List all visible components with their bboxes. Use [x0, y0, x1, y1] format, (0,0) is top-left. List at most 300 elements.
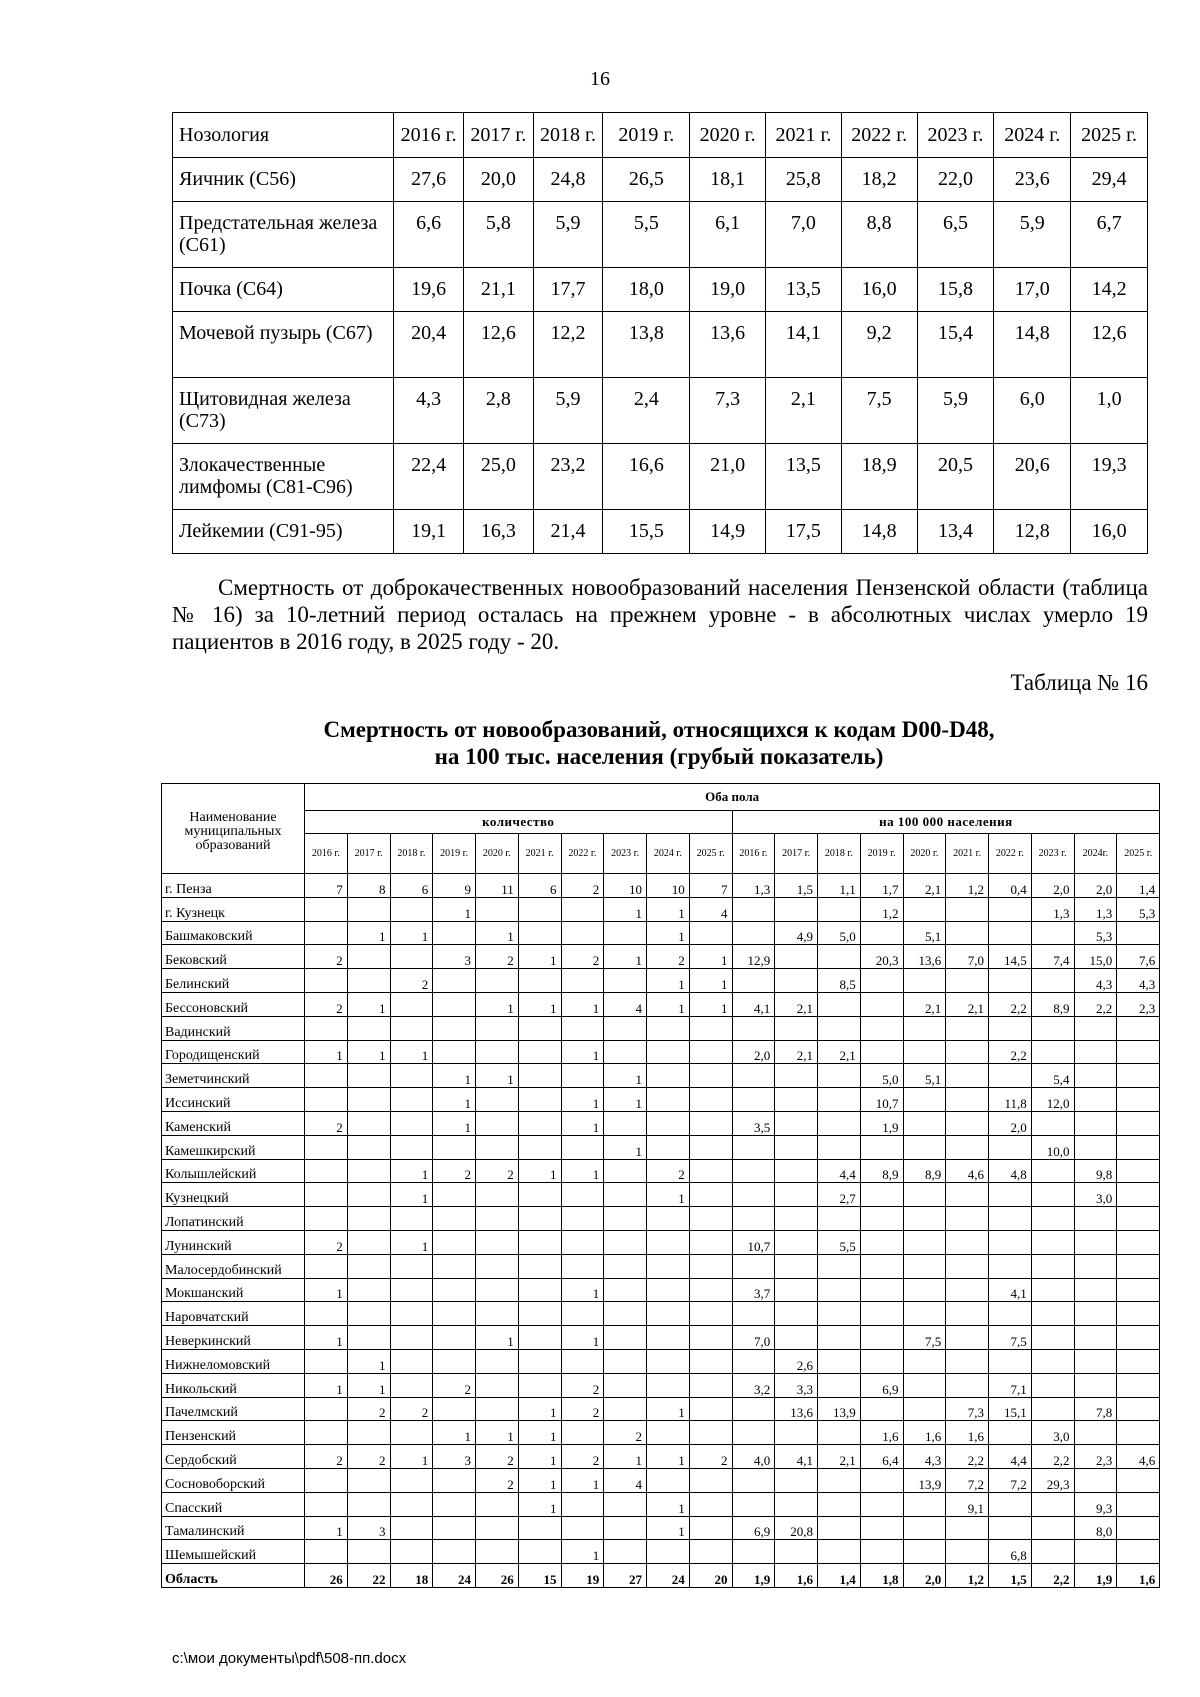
rate-value: 19,6	[394, 268, 464, 312]
rate-cell	[860, 1516, 903, 1540]
rate-cell: 2,1	[818, 1040, 861, 1064]
rate-cell	[860, 1135, 903, 1159]
rate-cell: 2,0	[732, 1040, 775, 1064]
rate-value: 18,1	[690, 158, 766, 202]
rate-cell: 10,0	[1031, 1135, 1074, 1159]
rate-value: 4,3	[394, 378, 464, 444]
rate-cell	[732, 1397, 775, 1421]
rate-cell	[1117, 1492, 1160, 1516]
count-cell	[604, 1254, 647, 1278]
rate-cell: 2,0	[903, 1564, 946, 1588]
rate-value: 16,3	[463, 510, 533, 554]
rate-cell: 1,5	[989, 1564, 1032, 1588]
rate-cell: 2,0	[989, 1111, 1032, 1135]
nosology-name: Яичник (С56)	[173, 158, 394, 202]
rate-cell: 9,1	[946, 1492, 989, 1516]
rate-cell	[1031, 1111, 1074, 1135]
municipality-header: Наименование муниципальных образований	[162, 784, 305, 874]
count-cell: 1	[476, 1326, 519, 1350]
count-year-header: 2020 г.	[476, 834, 519, 874]
count-cell	[476, 1254, 519, 1278]
municipality-name: Мокшанский	[162, 1278, 305, 1302]
rate-cell	[860, 969, 903, 993]
municipality-name: Область	[162, 1564, 305, 1588]
count-cell	[518, 921, 561, 945]
count-cell	[689, 1516, 732, 1540]
rate-cell	[732, 1302, 775, 1326]
count-cell	[518, 1064, 561, 1088]
rate-cell: 7,0	[732, 1326, 775, 1350]
count-cell	[390, 1540, 433, 1564]
count-cell	[390, 1088, 433, 1112]
count-cell	[518, 1254, 561, 1278]
count-cell	[433, 1468, 476, 1492]
rate-cell: 1,2	[860, 897, 903, 921]
rate-cell: 0,4	[989, 874, 1032, 898]
count-cell	[647, 1421, 690, 1445]
count-cell: 1	[347, 992, 390, 1016]
count-cell: 1	[518, 945, 561, 969]
rate-cell	[1117, 921, 1160, 945]
rate-cell	[775, 1183, 818, 1207]
rate-value: 26,5	[603, 158, 690, 202]
count-cell	[305, 1492, 348, 1516]
count-cell: 1	[604, 1445, 647, 1469]
rate-cell: 13,9	[818, 1397, 861, 1421]
count-cell: 1	[647, 1445, 690, 1469]
table-row	[162, 945, 1160, 969]
rate-cell	[775, 1326, 818, 1350]
table-row	[162, 969, 1160, 993]
count-year-header: 2022 г.	[561, 834, 604, 874]
municipality-name: Колышлейский	[162, 1159, 305, 1183]
count-year-header: 2017 г.	[347, 834, 390, 874]
rate-cell: 5,3	[1074, 921, 1117, 945]
count-cell	[689, 1349, 732, 1373]
rate-cell	[989, 1230, 1032, 1254]
rate-cell: 1,5	[775, 874, 818, 898]
table-row	[162, 1088, 1160, 1112]
body-paragraph	[172, 574, 1148, 655]
table-row	[162, 1421, 1160, 1445]
rate-cell	[1117, 1349, 1160, 1373]
count-cell: 24	[433, 1564, 476, 1588]
count-cell	[433, 1278, 476, 1302]
count-cell	[561, 1135, 604, 1159]
year-header: 2016 г.	[394, 113, 464, 158]
rate-cell	[1117, 1540, 1160, 1564]
rate-cell	[1117, 1421, 1160, 1445]
rate-cell	[1117, 1302, 1160, 1326]
rate-cell: 2,1	[903, 874, 946, 898]
rate-cell	[1117, 1159, 1160, 1183]
rate-cell	[1074, 1111, 1117, 1135]
count-year-header: 2023 г.	[604, 834, 647, 874]
rate-year-header: 2023 г.	[1031, 834, 1074, 874]
nosology-name: Лейкемии (С91-95)	[173, 510, 394, 554]
rate-value: 7,0	[766, 202, 842, 268]
count-cell	[390, 1111, 433, 1135]
rate-cell: 2,2	[1031, 1564, 1074, 1588]
rate-cell: 9,3	[1074, 1492, 1117, 1516]
count-cell	[647, 1540, 690, 1564]
count-cell	[647, 1302, 690, 1326]
count-cell: 1	[390, 921, 433, 945]
rate-cell: 13,6	[775, 1397, 818, 1421]
rate-cell	[818, 897, 861, 921]
count-cell: 27	[604, 1564, 647, 1588]
count-cell	[433, 1040, 476, 1064]
rate-cell	[946, 1016, 989, 1040]
count-cell	[689, 1016, 732, 1040]
rate-cell	[1074, 1468, 1117, 1492]
count-cell	[476, 1135, 519, 1159]
municipality-name: Спасский	[162, 1492, 305, 1516]
count-cell: 2	[561, 945, 604, 969]
count-cell: 1	[561, 1040, 604, 1064]
rate-cell: 5,0	[860, 1064, 903, 1088]
municipality-name: Неверкинский	[162, 1326, 305, 1350]
rate-cell	[818, 1207, 861, 1231]
rate-cell	[1074, 1230, 1117, 1254]
count-cell: 1	[647, 992, 690, 1016]
rate-cell	[732, 1492, 775, 1516]
count-cell	[689, 1373, 732, 1397]
rate-cell: 1,6	[860, 1421, 903, 1445]
rate-cell	[903, 1302, 946, 1326]
count-cell: 1	[561, 992, 604, 1016]
rate-cell	[818, 1278, 861, 1302]
rate-year-header: 2025 г.	[1117, 834, 1160, 874]
nosology-mortality-table	[172, 112, 1148, 554]
rate-cell	[818, 1016, 861, 1040]
rate-cell	[1117, 1064, 1160, 1088]
count-cell	[390, 1326, 433, 1350]
table-row	[162, 921, 1160, 945]
table-row	[162, 1040, 1160, 1064]
rate-value: 8,8	[841, 202, 917, 268]
rate-cell	[1117, 1468, 1160, 1492]
rate-cell	[818, 992, 861, 1016]
rate-cell	[946, 1326, 989, 1350]
count-cell: 1	[433, 1111, 476, 1135]
rate-cell	[1031, 1254, 1074, 1278]
count-cell	[347, 1230, 390, 1254]
year-header: 2025 г.	[1071, 113, 1148, 158]
rate-cell	[946, 1183, 989, 1207]
rate-cell	[989, 1207, 1032, 1231]
rate-value: 6,1	[690, 202, 766, 268]
count-cell: 1	[518, 1445, 561, 1469]
rate-cell: 1,3	[732, 874, 775, 898]
table-row	[173, 378, 1148, 444]
count-cell	[518, 1278, 561, 1302]
count-cell	[305, 1302, 348, 1326]
rate-year-header: 2019 г.	[860, 834, 903, 874]
rate-value: 5,5	[603, 202, 690, 268]
rate-value: 20,4	[394, 312, 464, 378]
count-cell	[305, 1016, 348, 1040]
page-number: 16	[590, 68, 610, 90]
nosology-name: Злокачественные лимфомы (С81-С96)	[173, 444, 394, 510]
count-cell	[689, 1397, 732, 1421]
rate-cell	[775, 897, 818, 921]
count-cell: 1	[647, 1516, 690, 1540]
count-cell: 1	[518, 992, 561, 1016]
count-cell: 2	[305, 1111, 348, 1135]
rate-cell: 7,3	[946, 1397, 989, 1421]
count-cell: 2	[347, 1445, 390, 1469]
count-cell	[305, 1397, 348, 1421]
rate-cell: 5,1	[903, 1064, 946, 1088]
rate-cell: 8,9	[860, 1159, 903, 1183]
count-cell	[433, 1230, 476, 1254]
rate-cell	[775, 1135, 818, 1159]
rate-cell	[860, 1540, 903, 1564]
rate-cell: 2,2	[946, 1445, 989, 1469]
count-cell: 26	[305, 1564, 348, 1588]
rate-value: 19,0	[690, 268, 766, 312]
rate-cell: 2,1	[903, 992, 946, 1016]
rate-cell: 2,1	[946, 992, 989, 1016]
rate-year-header: 2022 г.	[989, 834, 1032, 874]
rate-cell: 4,0	[732, 1445, 775, 1469]
rate-cell	[1031, 1349, 1074, 1373]
count-cell	[647, 1254, 690, 1278]
rate-cell	[732, 1207, 775, 1231]
rate-cell	[1074, 1064, 1117, 1088]
rate-value: 2,4	[603, 378, 690, 444]
table-number-label: Таблица № 16	[1010, 670, 1148, 695]
table-row	[173, 268, 1148, 312]
table-row	[162, 1111, 1160, 1135]
count-cell: 2	[561, 1373, 604, 1397]
count-cell: 2	[561, 1445, 604, 1469]
count-cell	[561, 969, 604, 993]
count-cell	[390, 1254, 433, 1278]
rate-cell	[818, 1111, 861, 1135]
rate-cell	[946, 1207, 989, 1231]
rate-value: 19,1	[394, 510, 464, 554]
count-cell	[689, 1421, 732, 1445]
rate-cell: 4,3	[903, 1445, 946, 1469]
rate-cell	[1117, 1088, 1160, 1112]
count-cell: 1	[476, 921, 519, 945]
rate-cell	[946, 1278, 989, 1302]
count-cell: 2	[476, 1468, 519, 1492]
count-cell: 2	[305, 945, 348, 969]
rate-cell	[1074, 1254, 1117, 1278]
rate-value: 22,0	[917, 158, 994, 202]
count-cell	[561, 1183, 604, 1207]
rate-cell: 12,9	[732, 945, 775, 969]
count-cell	[433, 1349, 476, 1373]
rate-cell: 3,2	[732, 1373, 775, 1397]
count-cell: 1	[647, 921, 690, 945]
count-cell	[689, 1302, 732, 1326]
rate-cell	[732, 969, 775, 993]
rate-cell	[1031, 1183, 1074, 1207]
rate-cell: 4,6	[946, 1159, 989, 1183]
rate-cell: 4,1	[732, 992, 775, 1016]
rate-cell: 5,5	[818, 1230, 861, 1254]
count-cell	[518, 1516, 561, 1540]
count-cell	[476, 1373, 519, 1397]
rate-year-header: 2017 г.	[775, 834, 818, 874]
rate-cell	[1074, 1135, 1117, 1159]
paragraph-text: Смертность от доброкачественных новообразований населения Пензенской области (таблица № 16) за 10-летний период осталась на прежнем уровне - в абсолютных числах умерло 19 пациентов в 2016 году, в 2025 году - 20.	[172, 575, 1148, 654]
count-cell	[476, 1016, 519, 1040]
count-cell	[476, 1302, 519, 1326]
rate-value: 14,1	[766, 312, 842, 378]
rate-cell: 1,6	[1117, 1564, 1160, 1588]
rate-cell: 8,5	[818, 969, 861, 993]
count-cell	[518, 1016, 561, 1040]
count-cell: 6	[390, 874, 433, 898]
count-cell: 1	[561, 1159, 604, 1183]
count-cell	[433, 1516, 476, 1540]
count-cell	[476, 1230, 519, 1254]
count-cell	[604, 1349, 647, 1373]
table-row	[162, 1468, 1160, 1492]
count-cell	[689, 1183, 732, 1207]
municipality-name: Белинский	[162, 969, 305, 993]
rate-cell	[946, 1064, 989, 1088]
count-cell: 1	[647, 1397, 690, 1421]
count-cell	[604, 1516, 647, 1540]
count-cell: 24	[647, 1564, 690, 1588]
rate-cell	[818, 1421, 861, 1445]
count-cell	[433, 992, 476, 1016]
count-cell	[390, 945, 433, 969]
count-cell	[647, 1088, 690, 1112]
rate-cell	[732, 1540, 775, 1564]
rate-value: 13,5	[766, 268, 842, 312]
count-cell: 1	[561, 1468, 604, 1492]
count-cell	[647, 1230, 690, 1254]
year-header: 2021 г.	[766, 113, 842, 158]
rate-cell	[903, 1373, 946, 1397]
rate-cell	[775, 1492, 818, 1516]
rate-cell	[989, 1516, 1032, 1540]
rate-cell: 4,9	[775, 921, 818, 945]
count-cell: 15	[518, 1564, 561, 1588]
table-row	[173, 510, 1148, 554]
count-cell: 2	[476, 945, 519, 969]
rate-cell	[946, 1302, 989, 1326]
count-cell	[347, 1183, 390, 1207]
count-cell	[433, 1302, 476, 1326]
rate-cell	[818, 1135, 861, 1159]
rate-year-header: 2024г.	[1074, 834, 1117, 874]
count-cell: 2	[390, 1397, 433, 1421]
count-cell	[433, 1326, 476, 1350]
count-cell	[347, 1492, 390, 1516]
year-header-row	[162, 834, 1160, 874]
count-cell	[347, 1302, 390, 1326]
municipality-name: Малосердобинский	[162, 1254, 305, 1278]
count-cell: 2	[347, 1397, 390, 1421]
count-cell: 2	[647, 945, 690, 969]
rate-cell	[860, 992, 903, 1016]
count-cell: 1	[647, 969, 690, 993]
rate-cell	[989, 1349, 1032, 1373]
count-cell	[305, 1421, 348, 1445]
rate-cell	[989, 1183, 1032, 1207]
count-cell	[347, 1254, 390, 1278]
municipality-name: Иссинский	[162, 1088, 305, 1112]
rate-cell	[1074, 1373, 1117, 1397]
count-cell	[647, 1349, 690, 1373]
rate-cell	[860, 1016, 903, 1040]
count-cell	[561, 1421, 604, 1445]
rate-cell	[775, 1540, 818, 1564]
rate-cell: 2,1	[775, 992, 818, 1016]
year-header: 2017 г.	[463, 113, 533, 158]
table-row	[162, 1207, 1160, 1231]
rate-value: 17,0	[994, 268, 1071, 312]
count-cell: 1	[433, 897, 476, 921]
count-cell	[604, 1397, 647, 1421]
municipality-name: Шемышейский	[162, 1540, 305, 1564]
rate-cell	[1031, 1040, 1074, 1064]
table-row	[162, 1445, 1160, 1469]
rate-value: 7,5	[841, 378, 917, 444]
rate-cell	[903, 1135, 946, 1159]
both-sexes-header: Оба пола	[305, 784, 1160, 811]
rate-cell	[1074, 1349, 1117, 1373]
count-cell	[561, 921, 604, 945]
rate-cell: 1,3	[1031, 897, 1074, 921]
count-cell	[390, 1302, 433, 1326]
rate-cell	[775, 1468, 818, 1492]
rate-cell	[989, 1421, 1032, 1445]
count-cell	[347, 1016, 390, 1040]
count-cell	[305, 921, 348, 945]
count-cell: 18	[390, 1564, 433, 1588]
rate-cell: 2,6	[775, 1349, 818, 1373]
rate-value: 21,4	[533, 510, 603, 554]
rate-cell: 6,8	[989, 1540, 1032, 1564]
count-cell: 1	[518, 1397, 561, 1421]
rate-cell: 7,5	[989, 1326, 1032, 1350]
count-cell	[347, 1064, 390, 1088]
count-cell	[390, 1016, 433, 1040]
table-row	[162, 1230, 1160, 1254]
rate-value: 13,4	[917, 510, 994, 554]
rate-cell	[775, 1254, 818, 1278]
rate-cell	[903, 1111, 946, 1135]
rate-year-header: 2018 г.	[818, 834, 861, 874]
count-cell: 2	[476, 1159, 519, 1183]
count-cell	[476, 1349, 519, 1373]
nosology-name: Мочевой пузырь (С67)	[173, 312, 394, 378]
count-cell	[476, 1492, 519, 1516]
rate-cell	[1074, 1040, 1117, 1064]
rate-cell	[946, 1540, 989, 1564]
table-row	[173, 158, 1148, 202]
count-cell	[305, 1540, 348, 1564]
municipality-name: Кузнецкий	[162, 1183, 305, 1207]
count-header: количество	[305, 811, 733, 834]
rate-cell	[818, 1302, 861, 1326]
rate-cell	[732, 1421, 775, 1445]
rate-cell	[775, 1421, 818, 1445]
rate-value: 25,8	[766, 158, 842, 202]
rate-cell: 1,2	[946, 1564, 989, 1588]
rate-cell: 4,3	[1074, 969, 1117, 993]
rate-cell: 1,8	[860, 1564, 903, 1588]
